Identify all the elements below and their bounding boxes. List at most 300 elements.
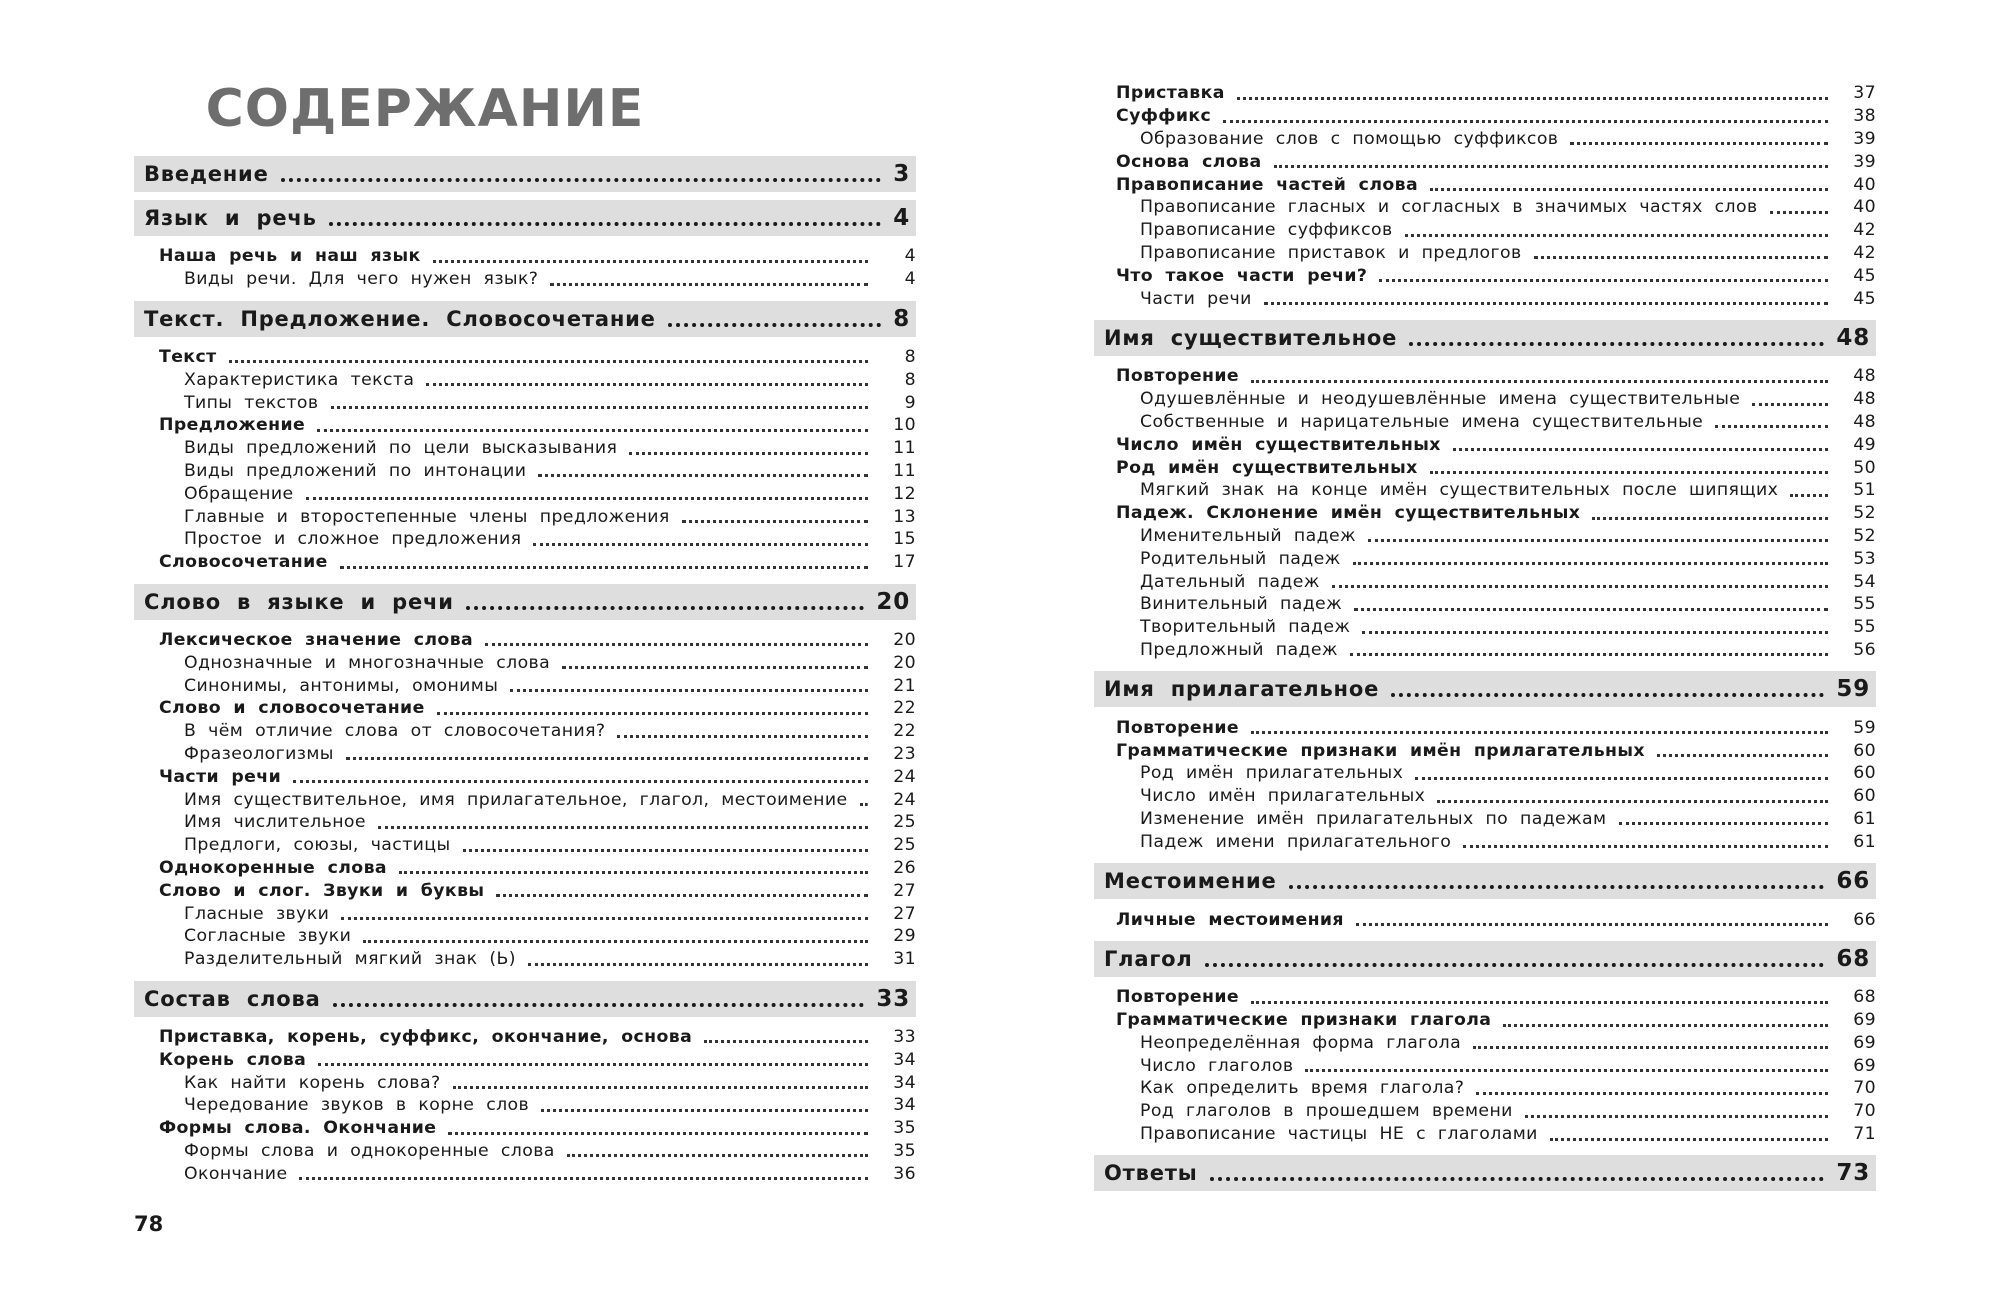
section-heading[interactable] bbox=[1094, 863, 1876, 899]
toc-section bbox=[134, 301, 916, 576]
section-entries bbox=[1094, 899, 1876, 933]
toc-entry[interactable] bbox=[134, 1048, 916, 1071]
entry-page-number: 40 bbox=[1853, 174, 1876, 195]
toc-subentry[interactable] bbox=[1094, 1100, 1876, 1123]
toc-subentry[interactable] bbox=[134, 788, 916, 811]
toc-entry[interactable] bbox=[1094, 739, 1876, 762]
entry-page-number: 56 bbox=[1853, 639, 1876, 660]
toc-subentry[interactable] bbox=[1094, 219, 1876, 242]
entry-label: Части речи bbox=[159, 766, 282, 787]
toc-subentry[interactable] bbox=[1094, 411, 1876, 434]
entry-label: Приставка, корень, суффикс, окончание, основа bbox=[159, 1026, 693, 1047]
section-heading[interactable] bbox=[134, 200, 916, 236]
entry-page-number: 8 bbox=[904, 346, 916, 367]
right-toc-continuation bbox=[1094, 82, 1876, 312]
toc-entry[interactable] bbox=[1094, 986, 1876, 1009]
toc-entry[interactable] bbox=[1094, 173, 1876, 196]
entry-page-number: 36 bbox=[893, 1163, 916, 1184]
entry-label: Однокоренные слова bbox=[159, 857, 387, 878]
entry-page-number: 37 bbox=[1853, 83, 1876, 104]
dot-leader bbox=[293, 780, 868, 783]
dot-leader bbox=[333, 1003, 865, 1007]
toc-subentry[interactable] bbox=[1094, 1054, 1876, 1077]
dot-leader bbox=[1251, 1001, 1828, 1004]
entry-page-number: 45 bbox=[1853, 288, 1876, 309]
entry-label: Род имён существительных bbox=[1116, 457, 1418, 478]
entry-label: Правописание гласных и согласных в значимых частях слов bbox=[1140, 197, 1758, 218]
section-title: Слово в языке и речи bbox=[144, 589, 454, 614]
toc-subentry[interactable] bbox=[1094, 639, 1876, 662]
toc-entry[interactable] bbox=[134, 1026, 916, 1049]
entry-page-number: 39 bbox=[1853, 151, 1876, 172]
entry-page-number: 12 bbox=[893, 483, 916, 504]
section-entries bbox=[134, 337, 916, 576]
entry-page-number: 25 bbox=[893, 835, 916, 856]
section-title: Имя существительное bbox=[1104, 325, 1398, 350]
entry-page-number: 69 bbox=[1853, 1010, 1876, 1031]
dot-leader bbox=[1570, 142, 1828, 145]
entry-page-number: 26 bbox=[893, 857, 916, 878]
entry-label: Главные и второстепенные члены предложения bbox=[184, 506, 670, 527]
toc-subentry[interactable] bbox=[134, 720, 916, 743]
entry-page-number: 52 bbox=[1853, 525, 1876, 546]
left-toc bbox=[134, 156, 916, 1187]
toc-entry[interactable] bbox=[134, 346, 916, 369]
entry-label: Части речи bbox=[1140, 288, 1252, 309]
toc-subentry[interactable] bbox=[1094, 479, 1876, 502]
entry-page-number: 34 bbox=[893, 1072, 916, 1093]
entry-page-number: 68 bbox=[1853, 987, 1876, 1008]
entry-label: Правописание приставок и предлогов bbox=[1140, 242, 1522, 263]
toc-entry[interactable] bbox=[1094, 716, 1876, 739]
toc-entry[interactable] bbox=[1094, 1009, 1876, 1032]
dot-leader bbox=[463, 849, 868, 852]
entry-label: Типы текстов bbox=[184, 392, 319, 413]
page-title: СОДЕРЖАНИЕ bbox=[205, 79, 645, 139]
dot-leader bbox=[1350, 653, 1828, 656]
dot-leader bbox=[562, 666, 868, 669]
entry-label: Личные местоимения bbox=[1116, 909, 1344, 930]
toc-subentry[interactable] bbox=[1094, 287, 1876, 310]
section-title: Местоимение bbox=[1104, 869, 1277, 894]
entry-label: Падеж. Склонение имён существительных bbox=[1116, 503, 1581, 524]
entry-label: Окончание bbox=[184, 1163, 288, 1184]
dot-leader bbox=[1503, 1024, 1828, 1027]
dot-leader bbox=[1619, 822, 1829, 825]
toc-subentry[interactable] bbox=[134, 651, 916, 674]
toc-entry[interactable] bbox=[1094, 264, 1876, 287]
entry-label: Синонимы, антонимы, омонимы bbox=[184, 675, 499, 696]
entry-page-number: 27 bbox=[893, 880, 916, 901]
entry-label: Гласные звуки bbox=[184, 903, 330, 924]
section-entries bbox=[134, 1017, 916, 1188]
entry-page-number: 48 bbox=[1853, 411, 1876, 432]
toc-subentry[interactable] bbox=[134, 925, 916, 948]
entry-page-number: 22 bbox=[893, 698, 916, 719]
entry-label: Основа слова bbox=[1116, 151, 1262, 172]
dot-leader bbox=[1415, 777, 1828, 780]
left-page bbox=[134, 70, 916, 1187]
toc-subentry[interactable] bbox=[1094, 1032, 1876, 1055]
entry-page-number: 34 bbox=[893, 1049, 916, 1070]
dot-leader bbox=[1289, 885, 1825, 889]
section-entries bbox=[1094, 977, 1876, 1148]
entry-label: Повторение bbox=[1116, 717, 1240, 738]
entry-label: Текст bbox=[159, 346, 217, 367]
entry-page-number: 27 bbox=[893, 903, 916, 924]
entry-page-number: 38 bbox=[1853, 106, 1876, 127]
dot-leader bbox=[363, 940, 868, 943]
entry-page-number: 35 bbox=[893, 1140, 916, 1161]
entry-page-number: 29 bbox=[893, 926, 916, 947]
entry-label: Что такое части речи? bbox=[1116, 265, 1368, 286]
dot-leader bbox=[1405, 234, 1828, 237]
entry-label: Изменение имён прилагательных по падежам bbox=[1140, 808, 1607, 829]
entry-label: Обращение bbox=[184, 483, 294, 504]
entry-page-number: 71 bbox=[1853, 1124, 1876, 1145]
entry-page-number: 11 bbox=[893, 460, 916, 481]
toc-entry[interactable] bbox=[134, 551, 916, 574]
toc-entry[interactable] bbox=[1094, 908, 1876, 931]
dot-leader bbox=[346, 757, 868, 760]
entry-page-number: 15 bbox=[893, 529, 916, 550]
section-title: Введение bbox=[144, 162, 269, 186]
dot-leader bbox=[448, 1132, 868, 1135]
dot-leader bbox=[1362, 631, 1828, 634]
toc-subentry[interactable] bbox=[1094, 388, 1876, 411]
dot-leader bbox=[1251, 731, 1828, 734]
entry-page-number: 48 bbox=[1853, 389, 1876, 410]
entry-label: Имя числительное bbox=[184, 812, 366, 833]
toc-subentry[interactable] bbox=[1094, 570, 1876, 593]
entry-page-number: 21 bbox=[893, 675, 916, 696]
toc-subentry[interactable] bbox=[1094, 808, 1876, 831]
dot-leader bbox=[1264, 302, 1828, 305]
entry-page-number: 24 bbox=[893, 766, 916, 787]
entry-label: Виды предложений по интонации bbox=[184, 460, 527, 481]
dot-leader bbox=[229, 360, 869, 363]
toc-subentry[interactable] bbox=[1094, 525, 1876, 548]
entry-label: Правописание частицы НЕ с глаголами bbox=[1140, 1124, 1538, 1145]
toc-section bbox=[134, 200, 916, 293]
entry-page-number: 42 bbox=[1853, 220, 1876, 241]
toc-entry[interactable] bbox=[1094, 105, 1876, 128]
section-page-number: 4 bbox=[893, 205, 910, 231]
toc-subentry[interactable] bbox=[134, 437, 916, 460]
dot-leader bbox=[437, 712, 868, 715]
entry-page-number: 70 bbox=[1853, 1101, 1876, 1122]
section-page-number: 48 bbox=[1836, 324, 1870, 351]
entry-label: Формы слова. Окончание bbox=[159, 1118, 437, 1139]
entry-label: В чём отличие слова от словосочетания? bbox=[184, 721, 606, 742]
entry-page-number: 48 bbox=[1853, 366, 1876, 387]
dot-leader bbox=[1715, 425, 1828, 428]
toc-subentry[interactable] bbox=[134, 948, 916, 971]
dot-leader bbox=[1476, 1092, 1828, 1095]
dot-leader bbox=[453, 1086, 868, 1089]
dot-leader bbox=[1332, 585, 1828, 588]
toc-section bbox=[1094, 1155, 1876, 1191]
dot-leader bbox=[1305, 1069, 1828, 1072]
toc-subentry[interactable] bbox=[134, 528, 916, 551]
section-title: Текст. Предложение. Словосочетание bbox=[144, 306, 656, 331]
right-toc bbox=[1094, 320, 1876, 1192]
entry-page-number: 34 bbox=[893, 1095, 916, 1116]
entry-label: Имя существительное, имя прилагательное, глагол, местоимение bbox=[184, 789, 848, 810]
entry-page-number: 60 bbox=[1853, 740, 1876, 761]
section-entries bbox=[134, 236, 916, 293]
dot-leader bbox=[433, 260, 868, 263]
section-entries bbox=[134, 620, 916, 973]
entry-page-number: 49 bbox=[1853, 434, 1876, 455]
toc-subentry[interactable] bbox=[134, 674, 916, 697]
dot-leader bbox=[1430, 188, 1828, 191]
toc-subentry[interactable] bbox=[134, 1162, 916, 1185]
section-heading[interactable] bbox=[134, 981, 916, 1017]
entry-page-number: 35 bbox=[893, 1118, 916, 1139]
dot-leader bbox=[1473, 1046, 1828, 1049]
entry-page-number: 23 bbox=[893, 743, 916, 764]
section-page-number: 33 bbox=[876, 985, 910, 1012]
toc-subentry[interactable] bbox=[1094, 1077, 1876, 1100]
section-entries bbox=[1094, 707, 1876, 855]
dot-leader bbox=[617, 735, 868, 738]
toc-entry[interactable] bbox=[1094, 365, 1876, 388]
entry-label: Как найти корень слова? bbox=[184, 1072, 441, 1093]
toc-subentry[interactable] bbox=[134, 902, 916, 925]
entry-page-number: 4 bbox=[904, 246, 916, 267]
toc-subentry[interactable] bbox=[134, 1094, 916, 1117]
toc-subentry[interactable] bbox=[134, 1071, 916, 1094]
dot-leader bbox=[485, 643, 868, 646]
toc-subentry[interactable] bbox=[1094, 593, 1876, 616]
toc-subentry[interactable] bbox=[134, 811, 916, 834]
entry-page-number: 33 bbox=[893, 1026, 916, 1047]
dot-leader bbox=[299, 1177, 868, 1180]
entry-label: Предлоги, союзы, частицы bbox=[184, 835, 451, 856]
right-page bbox=[1094, 82, 1876, 1191]
dot-leader bbox=[378, 826, 868, 829]
entry-label: Творительный падеж bbox=[1140, 617, 1351, 638]
entry-page-number: 8 bbox=[904, 369, 916, 390]
entry-label: Предложный падеж bbox=[1140, 639, 1338, 660]
toc-section bbox=[134, 584, 916, 973]
entry-page-number: 52 bbox=[1853, 503, 1876, 524]
page-number: 78 bbox=[134, 1212, 164, 1236]
toc-subentry[interactable] bbox=[134, 460, 916, 483]
entry-label: Согласные звуки bbox=[184, 926, 352, 947]
toc-entry[interactable] bbox=[1094, 502, 1876, 525]
entry-label: Правописание частей слова bbox=[1116, 174, 1419, 195]
entry-page-number: 24 bbox=[893, 789, 916, 810]
toc-subentry[interactable] bbox=[1094, 785, 1876, 808]
dot-leader bbox=[1391, 693, 1824, 697]
section-title: Имя прилагательное bbox=[1104, 677, 1380, 702]
section-heading[interactable] bbox=[1094, 320, 1876, 356]
entry-label: Род имён прилагательных bbox=[1140, 763, 1404, 784]
entry-page-number: 69 bbox=[1853, 1055, 1876, 1076]
entry-page-number: 13 bbox=[893, 506, 916, 527]
section-heading[interactable] bbox=[134, 156, 916, 192]
toc-subentry[interactable] bbox=[1094, 196, 1876, 219]
toc-section bbox=[1094, 941, 1876, 1148]
entry-page-number: 10 bbox=[893, 415, 916, 436]
entry-page-number: 53 bbox=[1853, 548, 1876, 569]
toc-section bbox=[134, 156, 916, 192]
entry-page-number: 61 bbox=[1853, 831, 1876, 852]
dot-leader bbox=[1223, 120, 1828, 123]
entry-label: Дательный падеж bbox=[1140, 571, 1320, 592]
entry-page-number: 4 bbox=[904, 269, 916, 290]
entry-page-number: 20 bbox=[893, 629, 916, 650]
section-page-number: 20 bbox=[876, 588, 910, 615]
dot-leader bbox=[1534, 256, 1828, 259]
entry-label: Образование слов с помощью суффиксов bbox=[1140, 128, 1559, 149]
entry-label: Именительный падеж bbox=[1140, 525, 1356, 546]
section-title: Язык и речь bbox=[144, 206, 317, 230]
entry-page-number: 22 bbox=[893, 721, 916, 742]
section-heading[interactable] bbox=[1094, 941, 1876, 977]
toc-subentry[interactable] bbox=[134, 834, 916, 857]
section-heading[interactable] bbox=[134, 584, 916, 620]
toc-entry[interactable] bbox=[134, 857, 916, 880]
entry-label: Число глаголов bbox=[1140, 1055, 1294, 1076]
section-title: Глагол bbox=[1104, 946, 1193, 971]
toc-subentry[interactable] bbox=[134, 743, 916, 766]
entry-label: Повторение bbox=[1116, 987, 1240, 1008]
entry-page-number: 31 bbox=[893, 949, 916, 970]
section-page-number: 73 bbox=[1836, 1160, 1870, 1187]
toc-entry[interactable] bbox=[134, 879, 916, 902]
entry-label: Правописание суффиксов bbox=[1140, 220, 1393, 241]
entry-page-number: 42 bbox=[1853, 242, 1876, 263]
entry-label: Грамматические признаки глагола bbox=[1116, 1010, 1492, 1031]
dot-leader bbox=[1453, 448, 1828, 451]
dot-leader bbox=[1657, 754, 1828, 757]
dot-leader bbox=[1550, 1138, 1828, 1141]
dot-leader bbox=[306, 497, 869, 500]
entry-page-number: 17 bbox=[893, 552, 916, 573]
entry-label: Предложение bbox=[159, 415, 306, 436]
dot-leader bbox=[317, 429, 868, 432]
toc-subentry[interactable] bbox=[1094, 547, 1876, 570]
toc-subentry[interactable] bbox=[1094, 616, 1876, 639]
dot-leader bbox=[466, 606, 865, 610]
dot-leader bbox=[1353, 562, 1828, 565]
dot-leader bbox=[1251, 380, 1828, 383]
dot-leader bbox=[318, 1063, 868, 1066]
entry-page-number: 25 bbox=[893, 812, 916, 833]
toc-entry[interactable] bbox=[1094, 82, 1876, 105]
section-heading[interactable] bbox=[1094, 671, 1876, 707]
toc-subentry[interactable] bbox=[134, 482, 916, 505]
toc-entry[interactable] bbox=[134, 629, 916, 652]
dot-leader bbox=[1437, 800, 1828, 803]
entry-page-number: 54 bbox=[1853, 571, 1876, 592]
dot-leader bbox=[1354, 608, 1828, 611]
entry-label: Характеристика текста bbox=[184, 369, 415, 390]
section-heading[interactable] bbox=[1094, 1155, 1876, 1191]
entry-page-number: 70 bbox=[1853, 1078, 1876, 1099]
toc-section bbox=[1094, 863, 1876, 933]
dot-leader bbox=[1790, 494, 1828, 497]
entry-label: Формы слова и однокоренные слова bbox=[184, 1140, 555, 1161]
entry-label: Грамматические признаки имён прилагательных bbox=[1116, 740, 1645, 761]
toc-subentry[interactable] bbox=[1094, 830, 1876, 853]
dot-leader bbox=[1237, 97, 1828, 100]
dot-leader bbox=[496, 894, 868, 897]
entry-page-number: 9 bbox=[904, 392, 916, 413]
toc-entry[interactable] bbox=[1094, 150, 1876, 173]
dot-leader bbox=[1770, 211, 1828, 214]
entry-label: Словосочетание bbox=[159, 552, 328, 573]
dot-leader bbox=[528, 963, 868, 966]
toc-entry[interactable] bbox=[1094, 456, 1876, 479]
entry-label: Число имён существительных bbox=[1116, 434, 1441, 455]
toc-entry[interactable] bbox=[134, 1117, 916, 1140]
entry-label: Виды речи. Для чего нужен язык? bbox=[184, 269, 539, 290]
entry-page-number: 45 bbox=[1853, 265, 1876, 286]
toc-subentry[interactable] bbox=[1094, 1123, 1876, 1146]
toc-entry[interactable] bbox=[1094, 433, 1876, 456]
toc-subentry[interactable] bbox=[134, 391, 916, 414]
entry-label: Число имён прилагательных bbox=[1140, 786, 1426, 807]
dot-leader bbox=[541, 1109, 868, 1112]
section-page-number: 66 bbox=[1836, 868, 1870, 895]
toc-entry[interactable] bbox=[134, 765, 916, 788]
toc-subentry[interactable] bbox=[134, 505, 916, 528]
dot-leader bbox=[860, 803, 868, 806]
entry-label: Повторение bbox=[1116, 366, 1240, 387]
toc-entry[interactable] bbox=[134, 245, 916, 268]
dot-leader bbox=[1368, 539, 1828, 542]
section-title: Состав слова bbox=[144, 986, 321, 1011]
dot-leader bbox=[1356, 923, 1828, 926]
toc-subentry[interactable] bbox=[1094, 762, 1876, 785]
toc-subentry[interactable] bbox=[1094, 242, 1876, 265]
entry-label: Чередование звуков в корне слов bbox=[184, 1095, 530, 1116]
dot-leader bbox=[538, 474, 868, 477]
toc-subentry[interactable] bbox=[134, 368, 916, 391]
toc-entry[interactable] bbox=[134, 414, 916, 437]
section-page-number: 68 bbox=[1836, 945, 1870, 972]
entry-label: Мягкий знак на конце имён существительных после шипящих bbox=[1140, 480, 1779, 501]
entry-label: Слово и словосочетание bbox=[159, 698, 425, 719]
toc-subentry[interactable] bbox=[134, 1140, 916, 1163]
entry-label: Собственные и нарицательные имена существительные bbox=[1140, 411, 1704, 432]
dot-leader bbox=[1430, 471, 1828, 474]
toc-subentry[interactable] bbox=[1094, 128, 1876, 151]
section-heading[interactable] bbox=[134, 301, 916, 337]
entry-label: Виды предложений по цели высказывания bbox=[184, 438, 618, 459]
entry-page-number: 60 bbox=[1853, 763, 1876, 784]
entry-label: Одушевлённые и неодушевлённые имена существительные bbox=[1140, 389, 1741, 410]
dot-leader bbox=[567, 1154, 868, 1157]
toc-entry[interactable] bbox=[134, 697, 916, 720]
toc-subentry[interactable] bbox=[134, 268, 916, 291]
entry-label: Наша речь и наш язык bbox=[159, 246, 421, 267]
entry-label: Как определить время глагола? bbox=[1140, 1078, 1465, 1099]
dot-leader bbox=[550, 283, 868, 286]
dot-leader bbox=[331, 406, 869, 409]
entry-label: Однозначные и многозначные слова bbox=[184, 652, 551, 673]
dot-leader bbox=[399, 871, 868, 874]
dot-leader bbox=[533, 543, 868, 546]
dot-leader bbox=[1752, 403, 1828, 406]
entry-page-number: 40 bbox=[1853, 197, 1876, 218]
dot-leader bbox=[1205, 963, 1825, 967]
entry-label: Суффикс bbox=[1116, 106, 1212, 127]
